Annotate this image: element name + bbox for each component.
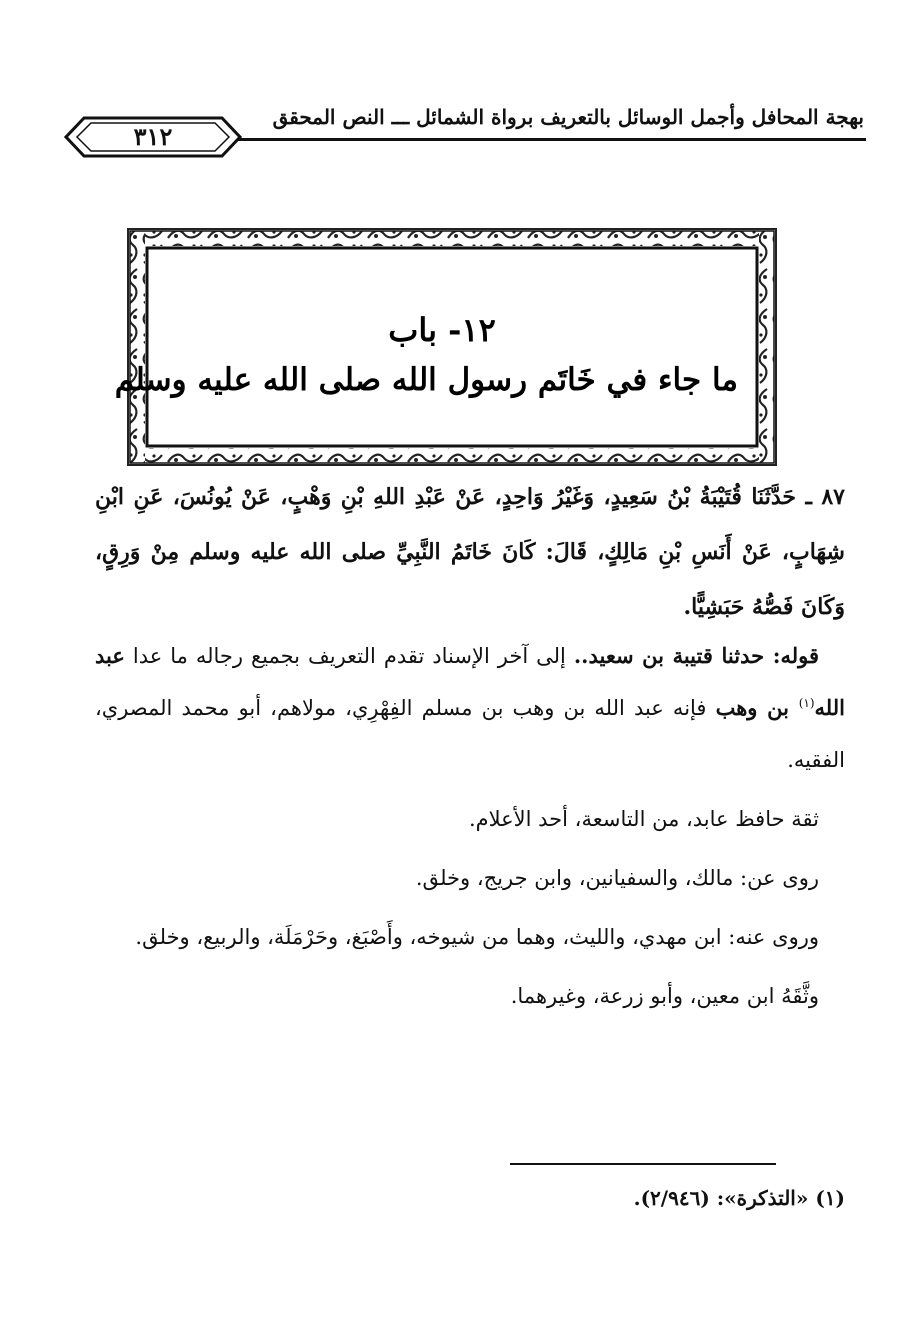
commentary-paragraph-4: وروى عنه: ابن مهدي، والليث، وهما من شيوخه، وأَصْبَغ، وحَرْمَلَة، والربيع، وخلق. bbox=[135, 925, 819, 949]
running-header-title: بهجة المحافل وأجمل الوسائل بالتعريف برواة الشمائل ـــ النص المحقق bbox=[272, 105, 864, 129]
chapter-title: ما جاء في خَاتَم رسول الله صلى الله عليه وسلم bbox=[114, 362, 738, 398]
narrator-name-rest: بن وهب bbox=[715, 695, 799, 720]
page-number-box bbox=[64, 116, 242, 158]
chapter-number: ١٢- باب bbox=[388, 311, 496, 349]
commentary-paragraph-5: وثَّقَهُ ابن معين، وأبو زرعة، وغيرهما. bbox=[510, 984, 819, 1008]
chapter-heading bbox=[114, 307, 738, 407]
narrator-name: عبد الله bbox=[95, 643, 845, 720]
hadith-text: ٨٧ ـ حَدَّثَنَا قُتَيْبَةُ بْنُ سَعِيدٍ، وَغَيْرُ وَاحِدٍ، عَنْ عَبْدِ اللهِ بْنِ وَهْبٍ، عَنْ يُونُسَ، عَنِ ابْنِ شِهَابٍ، عَنْ أَنَسِ بْنِ مَالِكٍ، قَالَ: كَانَ خَاتَمُ النَّبِيِّ صلى الله عليه وسلم مِنْ وَرِقٍ، وَكَانَ فَصُّهُ حَبَشِيًّا. bbox=[95, 484, 845, 620]
footnote-rule bbox=[510, 1163, 776, 1165]
running-header bbox=[64, 98, 866, 160]
commentary-paragraph-2: ثقة حافظ عابد، من التاسعة، أحد الأعلام. bbox=[468, 807, 819, 831]
footnote-marker[interactable]: (١) bbox=[798, 696, 815, 710]
commentary-paragraph-1 bbox=[95, 630, 845, 786]
commentary-lead: قوله: حدثنا قتيبة بن سعيد.. bbox=[573, 643, 819, 668]
footnote: (١) «التذكرة»: (٢/٩٤٦). bbox=[633, 1186, 845, 1210]
chapter-heading-frame bbox=[114, 227, 778, 467]
commentary bbox=[95, 630, 845, 1029]
commentary-text: إلى آخر الإسناد تقدم التعريف بجميع رجاله ما عدا bbox=[124, 644, 574, 668]
page-number: ٣١٢ bbox=[133, 122, 173, 151]
commentary-paragraph-3: روى عن: مالك، والسفيانين، وابن جريج، وخلق. bbox=[415, 866, 819, 890]
commentary-text: فإنه عبد الله بن وهب بن مسلم الفِهْرِي، مولاهم، أبو محمد المصري، الفقيه. bbox=[95, 696, 845, 772]
header-rule bbox=[234, 138, 866, 141]
